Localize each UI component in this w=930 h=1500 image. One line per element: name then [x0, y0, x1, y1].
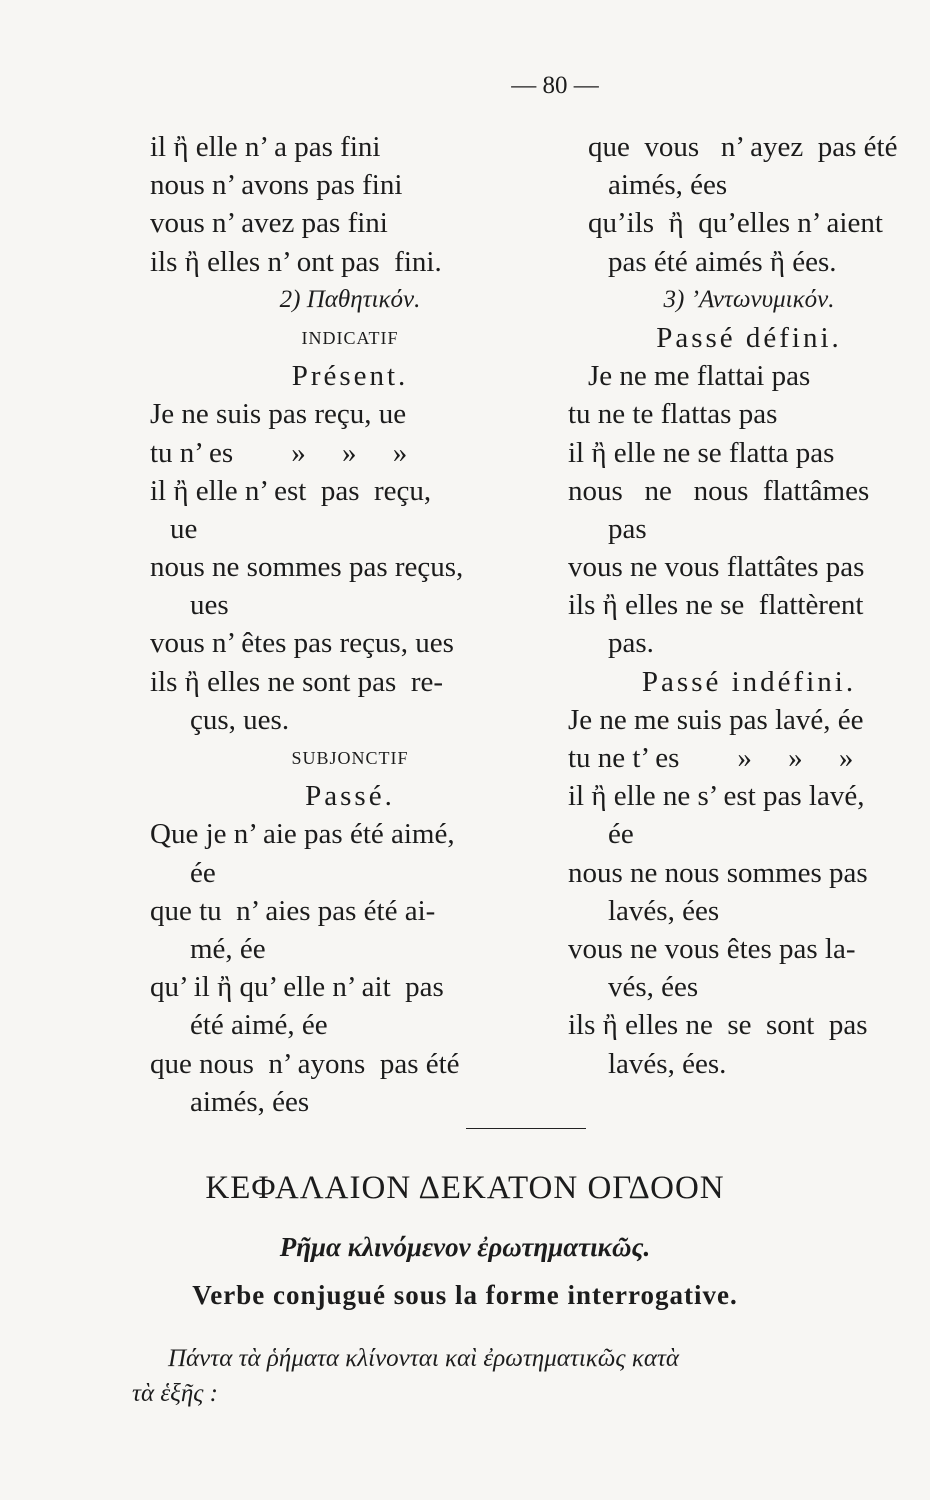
tense-heading-passe: Passé.	[305, 780, 395, 813]
text-line: nous ne nous flattâmes	[568, 474, 870, 507]
text-line: ée	[608, 818, 634, 851]
text-line: ue	[170, 512, 198, 545]
text-line: mé, ée	[190, 932, 266, 965]
text-line: il ἢ elle n’ a pas fini	[150, 131, 381, 163]
text-line: vés, ées	[608, 971, 699, 1004]
chapter-french-subtitle: Verbe conjugué sous la forme interrogative.	[192, 1280, 738, 1310]
text-line: que nous n’ ayons pas été	[150, 1047, 460, 1080]
text-line: que tu n’ aies pas été ai-	[150, 894, 436, 927]
text-line: tu ne t’ es » » »	[568, 742, 854, 774]
left-column	[150, 128, 550, 1121]
tense-heading-passe-indefini: Passé indéfini.	[641, 665, 857, 698]
text-line: qu’ il ἢ qu’ elle n’ ait pas	[150, 971, 444, 1004]
text-line: vous ne vous êtes pas la-	[568, 932, 856, 965]
text-line: vous ne vous flattâtes pas	[568, 551, 865, 584]
section-divider	[466, 1128, 586, 1129]
right-column	[568, 128, 930, 1083]
tense-heading-present: Présent.	[291, 360, 409, 393]
text-line: nous n’ avons pas fini	[150, 169, 403, 202]
text-line: çus, ues.	[190, 703, 290, 736]
text-line: Je ne suis pas reçu, ue	[150, 398, 407, 431]
mood-heading-subjonctif: SUBJONCTIF	[291, 748, 409, 768]
text-line: il ἢ elle n’ est pas reçu,	[150, 474, 432, 507]
text-line: aimés, ées	[608, 169, 728, 202]
chapter-body-line: τὰ ἑξῆς :	[132, 1380, 218, 1407]
text-line: vous n’ êtes pas reçus, ues	[150, 627, 454, 660]
text-line: été aimé, ée	[190, 1009, 328, 1042]
text-line: aimés, ées	[190, 1085, 310, 1118]
text-line: nous ne sommes pas reçus,	[150, 551, 464, 584]
text-line: que vous n’ ayez pas été	[588, 131, 898, 163]
text-line: ils ἢ elles ne se flattèrent	[568, 589, 864, 622]
text-line: qu’ils ἢ qu’elles n’ aient	[588, 207, 883, 240]
tense-heading-passe-defini: Passé défini.	[656, 321, 842, 354]
text-line: ils ἢ elles n’ ont pas fini.	[150, 245, 442, 278]
text-line: tu n’ es » » »	[150, 436, 408, 469]
text-line: il ἢ elle ne se flatta pas	[568, 436, 835, 469]
text-line: ée	[190, 856, 216, 889]
mood-heading-indicatif: INDICATIF	[301, 327, 399, 348]
section-heading-pronominal: 3) ’Αντωνυμικόν.	[663, 285, 835, 313]
chapter-body-line: Πάντα τὰ ῥήματα κλίνονται καὶ ἐρωτηματικῶς κατὰ	[168, 1345, 680, 1372]
text-line: Que je n’ aie pas été aimé,	[150, 818, 455, 851]
section-heading-passive: 2) Παθητικόν.	[279, 285, 421, 313]
text-line: lavés, ées.	[608, 1047, 727, 1080]
text-line: pas.	[608, 627, 654, 660]
text-line: lavés, ées	[608, 894, 720, 927]
text-line: pas été aimés ἢ ées.	[608, 245, 837, 278]
text-line: tu ne te flattas pas	[568, 398, 778, 431]
page-number: — 80 —	[511, 72, 599, 99]
chapter-greek-subtitle: Ρῆμα κλινόμενον ἐρωτηματικῶς.	[279, 1232, 651, 1262]
chapter-title: ΚΕΦΑΛΑΙΟΝ ΔΕΚΑΤΟΝ ΟΓΔΟΟΝ	[205, 1170, 725, 1206]
text-line: Je ne me suis pas lavé, ée	[568, 703, 864, 736]
text-line: nous ne nous sommes pas	[568, 856, 868, 889]
text-line: ils ἢ elles ne se sont pas	[568, 1009, 868, 1042]
text-line: ues	[190, 589, 229, 622]
text-line: ils ἢ elles ne sont pas re-	[150, 665, 444, 698]
text-line: pas	[608, 512, 647, 545]
text-line: il ἢ elle ne s’ est pas lavé,	[568, 780, 865, 813]
text-line: Je ne me flattai pas	[588, 360, 811, 393]
text-line: vous n’ avez pas fini	[150, 207, 388, 240]
